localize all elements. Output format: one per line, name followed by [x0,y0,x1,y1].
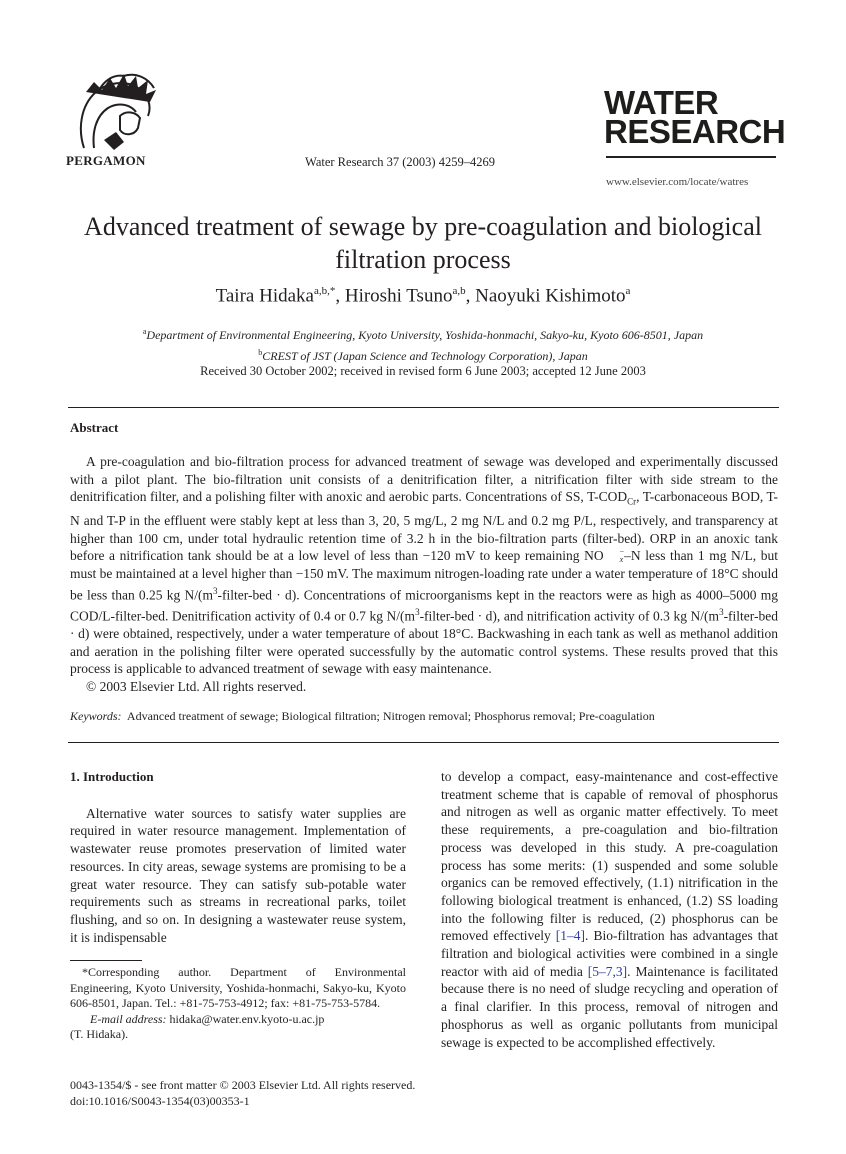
journal-citation: Water Research 37 (2003) 4259–4269 [305,155,495,169]
email-label: E-mail address: [90,1011,167,1026]
corresponding-author-marker[interactable]: * [329,285,336,297]
footnote-divider [70,960,142,961]
intro-paragraph-right: to develop a compact, easy-maintenance and cost-effective treatment scheme that is capable of removal of phosphorus and nitrogen as well as organic matter effectively. To meet these requirements, a pre-coagulation and bio-filtration process was developed in this study. A pre-coagulation process has some merits: (1) suspended and some soluble organics can be removed effectively, (1.1) nitrification in the following biological treatment is enhanced, (1.2) SS loading into the following filter is reduced, (2) phosphorus can be removed effectively [1–4]. Bio-filtration has advantages that filtration and biological activities were combined in a single reactor with aid of media [5–7,3]. Maintenance is facilitated because there is no need of sludge recycling and operation of a final clarifier. In this process, removal of nitrogen and phosphorus as well as organic pollutants from municipal sewage is expected to be accomplished effectively. [441,769,779,1050]
author-affil-marker: a,b [452,285,466,297]
pergamon-athena-helmet-icon [64,70,174,152]
abstract-paragraph: A pre-coagulation and bio-filtration process for advanced treatment of sewage was developed and experimentally discussed with a pilot plant. The bio-filtration unit consists of a denitrification filter, a nitrification filter with side stream to the denitrification filter, and a polishing filter with anoxic and aerobic parts. Concentrations of SS, $T-COD_{Cr}$, T-carbonaceous BOD, T-N and T-P in the effluent were stably kept at less than 3, 20, 5 mg/L, 2 mg N/L and 0.2 mg P/L, respectively, and transparency at higher than 100 cm, under total hydraulic retention time of 3.2 h in the bio-filtration parts (filter-bed). ORP in an anoxic tank before a nitrification tank should be at a low level of less than −120 mV to keep remaining NO − x –N less than 1 mg N/L, but must be maintained at a level higher than −150 mV. The maximum nitrogen-loading rate under a water temperature of 18°C should be less than 0.25 kg $N/(m^3-filter$-bed · d). Concentrations of microorganisms kept in the reactors were as high as 4000–5000 mg COD/L-filter-bed. Denitrification activity of 0.4 or 0.7 kg $N/(m^3-filter$-bed · d), and nitrification activity of 0.3 kg $N/(m^3-filter$-bed · d) were obtained, respectively, under a water temperature of about 18°C. Backwashing in each tank as well as methanol addition and aeration in the polishing filter were operated successfully by the automatic control systems. These results proved that this process is applicable to advanced treatment of sewage with easy maintenance. [70,454,779,677]
received-dates: Received 30 October 2002; received in revised form 6 June 2003; accepted 12 June 2003 [200,364,646,378]
affiliations [60,323,786,365]
intro-paragraph-left: Alternative water sources to satisfy water supplies are required in water resource management. Implementation of wastewater reuse promotes preservation of limited water resources. In city areas, sewage systems are promising to be a great water resource. They can satisfy sub-potable water requirements such as streams in recreational parks, toilet flushing, and so on. In designing a wastewater reuse system, it is indispensable [70,805,406,945]
left-column [70,768,406,946]
email-owner: (T. Hidaka). [70,1027,129,1042]
abstract-heading: Abstract [70,420,119,435]
author-name: Taira Hidaka [215,285,314,307]
author-affil-marker: a [625,285,631,297]
page-footer [70,1077,570,1109]
author-name: Naoyuki Kishimoto [475,285,626,307]
brand-line-1: WATER [604,84,719,121]
citation-link[interactable]: [1–4] [555,928,586,944]
abstract-copyright: © 2003 Elsevier Ltd. All rights reserved. [86,679,307,695]
issn-line: 0043-1354/$ - see front matter © 2003 Elsevier Ltd. All rights reserved. [70,1078,416,1092]
journal-url[interactable]: www.elsevier.com/locate/watres [606,176,749,188]
divider-bottom [68,742,779,743]
brand-line-2: RESEARCH [604,113,786,150]
section-heading: 1. Introduction [70,769,154,784]
email-address[interactable]: hidaka@water.env.kyoto-u.ac.jp [169,1011,325,1026]
footnote [70,965,406,1043]
publisher-name: PERGAMON [66,153,146,168]
right-column [441,768,778,1051]
keywords-label: Keywords: [70,709,122,723]
journal-brand [604,84,786,150]
abstract-body [70,453,778,696]
divider-top [68,407,779,408]
affiliation-a: $^a$Department of Environmental Engineering, Kyoto University, Yoshida-honmachi, Sakyo-ku, Kyoto 606-8501, Japan [142,327,704,342]
author-affil-marker: a,b,* [313,285,336,297]
keywords [70,709,778,724]
citation-link[interactable]: [5–7,3] [587,963,628,979]
keywords-text: Advanced treatment of sewage; Biological filtration; Nitrogen removal; Phosphorus removal; Pre-coagulation [126,709,655,723]
article-title: Advanced treatment of sewage by pre-coagulation and biological filtration process [84,212,762,274]
doi-line[interactable]: doi:10.1016/S0043-1354(03)00353-1 [70,1094,250,1108]
author-name: Hiroshi Tsuno [344,285,453,307]
email-line [70,1012,406,1028]
author-list: Taira Hidaka$^{a,b,*}$, Hiroshi Tsuno$^{a,b}$, Naoyuki Kishimoto$^a$ [215,285,631,307]
affiliation-b: $^b$CREST of JST (Japan Science and Technology Corporation), Japan [258,348,588,363]
corresponding-author-note: *Corresponding author. Department of Environmental Engineering, Kyoto University, Yoshida-honmachi, Sakyo-ku, Kyoto 606-8501, Japan. Tel.: +81-75-753-4912; fax: +81-75-753-5784. [70,965,406,1011]
brand-divider [606,156,776,158]
